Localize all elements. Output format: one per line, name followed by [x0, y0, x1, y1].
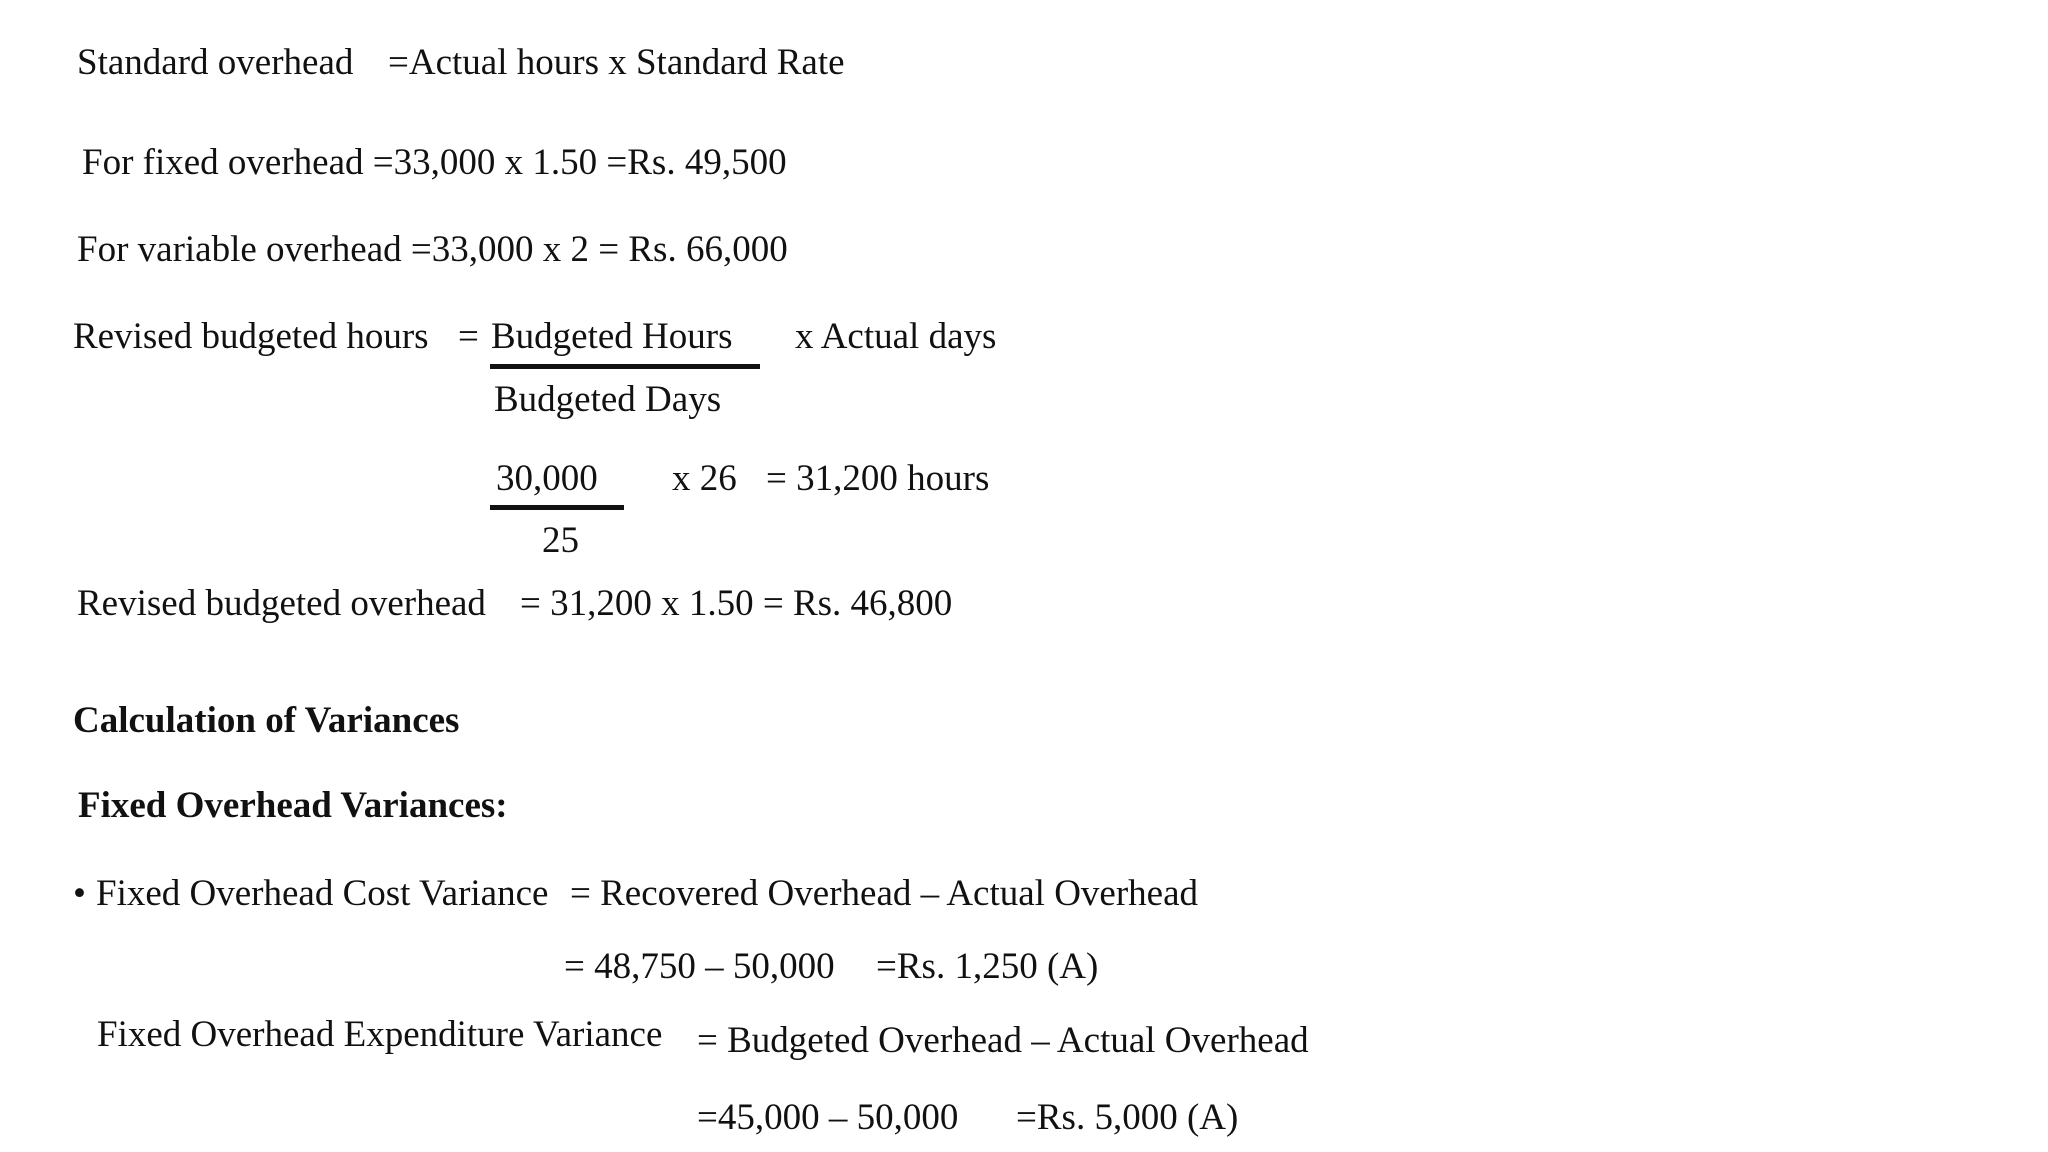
revised-budgeted-overhead-formula: = 31,200 x 1.50 = Rs. 46,800: [520, 583, 953, 624]
bullet-icon: •: [73, 873, 86, 914]
revised-budgeted-overhead-label: Revised budgeted overhead: [77, 583, 486, 624]
standard-overhead-formula: =Actual hours x Standard Rate: [388, 42, 845, 83]
formula-denominator: Budgeted Days: [494, 379, 722, 420]
revised-budgeted-hours-equals: =: [458, 316, 479, 357]
calc-multiplier: x 26: [672, 458, 737, 499]
formula-multiplier: x Actual days: [795, 316, 997, 357]
fixed-overhead-line: For fixed overhead =33,000 x 1.50 =Rs. 49,500: [82, 142, 787, 183]
formula-numerator: Budgeted Hours: [491, 316, 733, 357]
variable-overhead-line: For variable overhead =33,000 x 2 = Rs. 66,000: [77, 229, 788, 270]
cost-variance-result: =Rs. 1,250 (A): [876, 946, 1099, 987]
cost-variance-calc: = 48,750 – 50,000: [564, 946, 835, 987]
calc-result: = 31,200 hours: [766, 458, 990, 499]
calc-numerator: 30,000: [496, 458, 598, 499]
cost-variance-label: Fixed Overhead Cost Variance: [96, 873, 549, 914]
calc-fraction-bar: [490, 505, 624, 510]
revised-budgeted-hours-label: Revised budgeted hours: [73, 316, 429, 357]
formula-fraction-bar: [490, 364, 760, 369]
cost-variance-formula: = Recovered Overhead – Actual Overhead: [570, 873, 1199, 914]
expenditure-variance-formula: = Budgeted Overhead – Actual Overhead: [697, 1020, 1309, 1061]
standard-overhead-label: Standard overhead: [77, 42, 354, 83]
expenditure-variance-result: =Rs. 5,000 (A): [1016, 1097, 1239, 1138]
expenditure-variance-label: Fixed Overhead Expenditure Variance: [97, 1014, 663, 1055]
expenditure-variance-calc: =45,000 – 50,000: [697, 1097, 959, 1138]
calc-denominator: 25: [542, 520, 579, 561]
fixed-variances-heading: Fixed Overhead Variances:: [78, 785, 508, 826]
calculation-heading: Calculation of Variances: [73, 700, 460, 741]
